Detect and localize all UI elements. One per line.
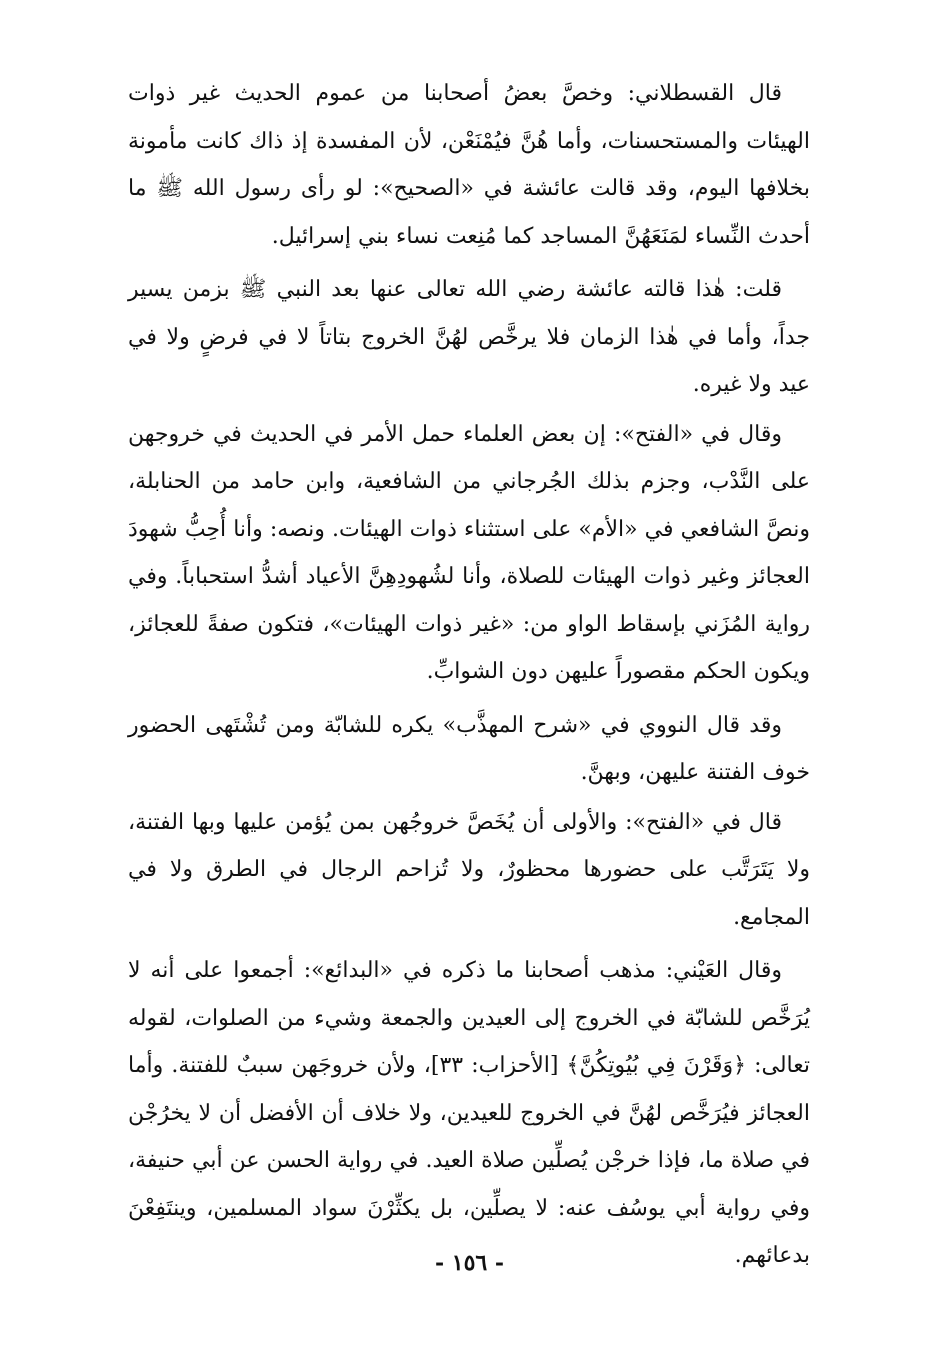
body-text: [128, 70, 810, 1280]
paragraph-fath-1: وقال في «الفتح»: إن بعض العلماء حمل الأمر في الحديث في خروجهن على النَّدْب، وجزم بذلك الجُرجاني من الشافعية، وابن حامد من الحنابلة، ونصَّ الشافعي في «الأم» على استثناء ذوات الهيئات. ونصه: وأنا أُحِبُّ شهودَ العجائز وغير ذوات الهيئات للصلاة، وأنا لشُهودِهِنَّ الأعياد أشدُّ استحباباً. وفي رواية المُزَني بإسقاط الواو من: «غير ذوات الهيئات»، فتكون صفةً للعجائز، ويكون الحكم مقصوراً عليهن دون الشوابِّ.: [128, 421, 810, 684]
paragraph-fath-2: قال في «الفتح»: والأولى أن يُخَصَّ خروجُهن بمن يُؤمن عليها وبها الفتنة، ولا يَتَرَتَّب على حضورها محظورٌ، ولا تُزاحم الرجال في الطرق ولا في المجامع.: [128, 809, 810, 930]
paragraph-nawawi: وقد قال النووي في «شرح المهذَّب» يكره للشابّة ومن تُشْتَهى الحضور خوف الفتنة عليهن، وبهنَّ.: [128, 712, 810, 785]
paragraph-qultu: قلت: هٰذا قالته عائشة رضي الله تعالى عنها بعد النبي ﷺ بزمن يسير جداً، وأما في هٰذا الزمان فلا يرخَّص لهُنَّ الخروج بتاتاً لا في فرضٍ ولا في عيد ولا غيره.: [128, 277, 810, 397]
paragraph-qastallani: قال القسطلاني: وخصَّ بعضُ أصحابنا من عموم الحديث غير ذوات الهيئات والمستحسنات، وأما هُنَّ فيُمْنَعْن، لأن المفسدة إذ ذاك كانت مأمونة بخلافها اليوم، وقد قالت عائشة في «الصحيح»: لو رأى رسول الله ﷺ ما أحدث النِّساء لمَنَعَهُنَّ المساجد كما مُنِعت نساء بني إسرائيل.: [128, 81, 810, 249]
page-number: - ١٥٦ -: [434, 1250, 505, 1276]
paragraph-ayni: وقال العَيْني: مذهب أصحابنا ما ذكره في «البدائع»: أجمعوا على أنه لا يُرَخَّص للشابّة في الخروج إلى العيدين والجمعة وشيء من الصلوات، لقوله تعالى: ﴿وَقَرْنَ فِي بُيُوتِكُنَّ﴾ [الأحزاب: ٣٣]، ولأن خروجَهن سببٌ للفتنة. وأما العجائز فيُرَخَّص لهُنَّ في الخروج للعيدين، ولا خلاف أن الأفضل أن لا يخرُجْن في صلاة ما، فإذا خرجْن يُصلِّين صلاة العيد. في رواية الحسن عن أبي حنيفة، وفي رواية أبي يوسُف عنه: لا يصلِّين، بل يكثِّرْنَ سواد المسلمين، وينتَفِعْنَ بدعائهم.: [128, 958, 810, 1268]
